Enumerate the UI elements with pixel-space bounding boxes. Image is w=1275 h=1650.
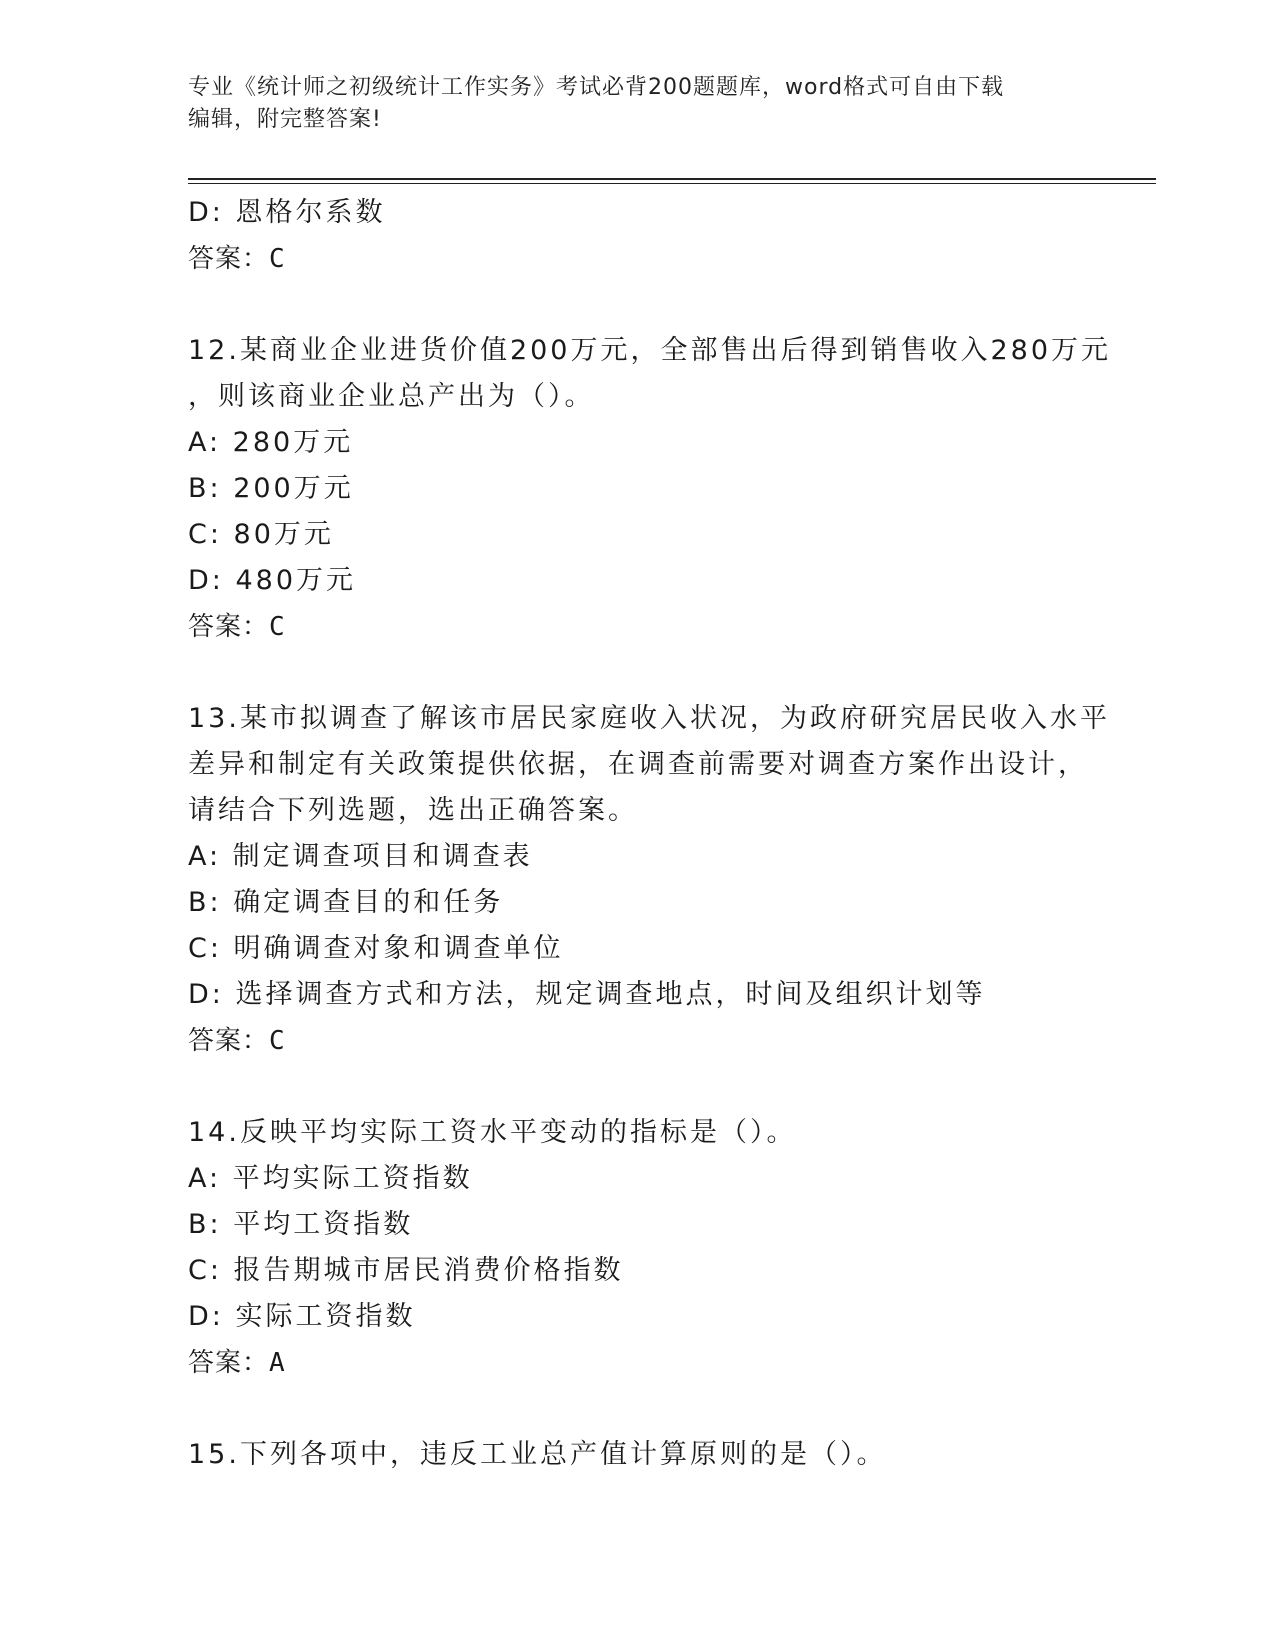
header-line-2: 编辑，附完整答案! <box>188 107 382 132</box>
header-divider-thin <box>188 183 1156 184</box>
option-c: C: 明确调查对象和调查单位 <box>188 933 564 964</box>
answer-line: 答案：C <box>188 612 286 642</box>
option-a: A: 平均实际工资指数 <box>188 1163 473 1194</box>
option-d: D: 480万元 <box>188 565 357 596</box>
question-12 <box>188 328 1112 650</box>
option-a: A: 制定调查项目和调查表 <box>188 841 533 872</box>
spacer <box>188 282 1088 328</box>
document-body <box>188 190 1112 1478</box>
option-b: B: 200万元 <box>188 473 354 504</box>
header-line-1: 专业《统计师之初级统计工作实务》考试必背200题题库，word格式可自由下载 <box>188 75 1005 100</box>
question-stem-line: 13.某市拟调查了解该市居民家庭收入状况，为政府研究居民收入水平 <box>188 703 1110 734</box>
option-c: C: 报告期城市居民消费价格指数 <box>188 1255 624 1286</box>
spacer <box>188 1386 1088 1432</box>
answer-line: 答案：A <box>188 1348 286 1378</box>
question-stem-line: 15.下列各项中，违反工业总产值计算原则的是（）。 <box>188 1439 887 1470</box>
question-stem-line: 14.反映平均实际工资水平变动的指标是（）。 <box>188 1117 797 1148</box>
header-divider-thick <box>188 178 1156 180</box>
question-15 <box>188 1432 1088 1478</box>
question-13 <box>188 696 1110 1064</box>
spacer <box>188 650 1088 696</box>
answer-line: 答案：C <box>188 244 286 274</box>
question-stem-line: ，则该商业企业总产出为（）。 <box>188 381 595 412</box>
option-a: A: 280万元 <box>188 427 354 458</box>
option-d: D: 恩格尔系数 <box>188 197 386 228</box>
answer-line: 答案：C <box>188 1026 286 1056</box>
option-b: B: 平均工资指数 <box>188 1209 414 1240</box>
option-c: C: 80万元 <box>188 519 334 550</box>
question-stem-line: 请结合下列选题，选出正确答案。 <box>188 795 638 826</box>
question-stem-line: 差异和制定有关政策提供依据，在调查前需要对调查方案作出设计， <box>188 749 1088 780</box>
question-14 <box>188 1110 1088 1386</box>
document-header <box>188 72 1088 136</box>
spacer <box>188 1064 1088 1110</box>
option-d: D: 选择调查方式和方法，规定调查地点，时间及组织计划等 <box>188 979 986 1010</box>
option-d: D: 实际工资指数 <box>188 1301 416 1332</box>
question-stem-line: 12.某商业企业进货价值200万元，全部售出后得到销售收入280万元 <box>188 335 1112 366</box>
option-b: B: 确定调查目的和任务 <box>188 887 504 918</box>
